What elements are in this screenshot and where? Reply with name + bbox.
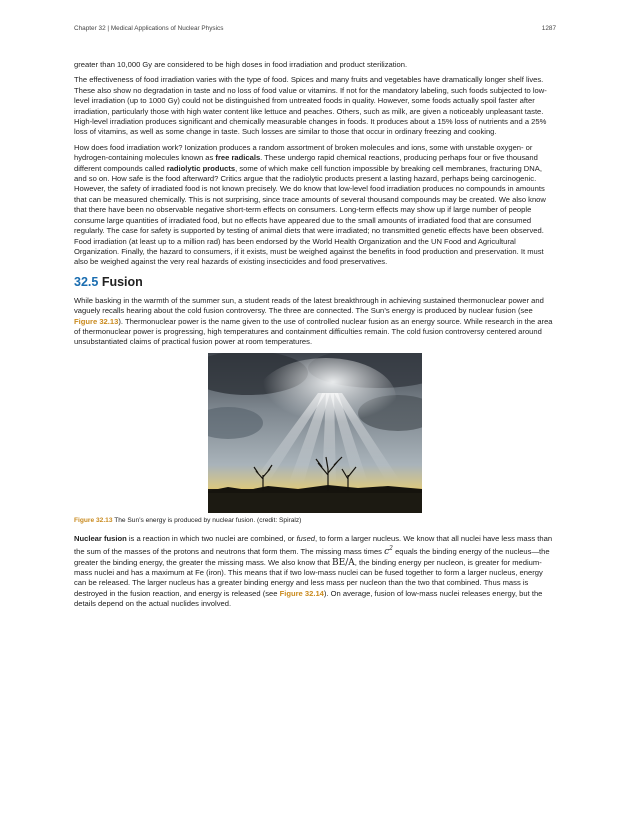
term-fused: fused: [296, 533, 316, 543]
page-header: [74, 25, 556, 37]
sun-rays-photo: [208, 353, 422, 513]
section-heading: [74, 275, 556, 290]
figure-link[interactable]: Figure 32.13: [74, 316, 119, 326]
paragraph-nuclear-fusion: Nuclear fusion is a reaction in which two nuclei are combined, or fused, to form a larger nucleus. We know that all nuclei have less mass than the sum of the masses of the protons and neutrons that form them. The missing mass times $c^2$ equals the binding energy of the nucleus—the greater the binding energy, the greater the missing mass. We also know that BE/A, the binding energy per nucleon, is greater for medium-mass nuclei and has a maximum at Fe (iron). This means that if two low-mass nuclei can be fused together to form a larger nucleus, energy can be released. The larger nucleus has a greater binding energy and less mass per nucleon than the two that combined. Thus mass is destroyed in the fusion reaction, and energy is released (see Figure 32.14). On average, fusion of low-mass nuclei releases energy, but the details depend on the actual nuclides involved.: [74, 533, 553, 609]
term-nuclear-fusion: Nuclear fusion: [74, 533, 127, 543]
page-number: 1287: [541, 25, 556, 32]
paragraph-fusion-intro: While basking in the warmth of the summer sun, a student reads of the latest breakthrough in achieving sustained thermonuclear power and vaguely recalls hearing about the cold fusion controversy. The three are connected. The Sun’s energy is produced by nuclear fusion (see Figure 32.13). Thermonuclear power is the name given to the use of controlled nuclear fusion as an energy source. While research in the area of thermonuclear power is progressing, high temperatures and containment difficulties remain. The cold fusion controversy centered around unsubstantiated claims of practical fusion power at room temperatures.: [74, 295, 553, 347]
section-title: Fusion: [101, 274, 143, 289]
figure-caption: Figure 32.13 The Sun’s energy is produced by nuclear fusion. (credit: Spiralz): [74, 516, 302, 524]
term-free-radicals: free radicals: [215, 153, 261, 163]
page-content: [74, 60, 556, 615]
paragraph-how-it-works: How does food irradiation work? Ionization produces a random assortment of broken molecules and ions, some with unstable oxygen- or hydrogen-containing molecules known as free radicals. These undergo rapid chemical reactions, producing perhaps four or five thousand different compounds called radiolytic products, some of which make cell function impossible by breaking cell membranes, fracturing DNA, and so on. How safe is the food afterward? Critics argue that the radiolytic products present a lasting hazard, perhaps being carcinogenic. However, the safety of irradiated food is not known precisely. We do know that low-level food irradiation produces no compounds in amounts that can be measured chemically. This is not surprising, since trace amounts of several thousand compounds may be created. We also know that there have been no observable negative short-term effects on consumers. Long-term effects may show up if large number of people consume large quantities of irradiated food, but no effects have appeared due to the small amounts of irradiated food that are consumed regularly. The case for safety is supported by testing of animal diets that were irradiated; no transmitted genetic effects have been observed. Food irradiation (at least up to a million rad) has been endorsed by the World Health Organization and the UN Food and Agricultural Organization. Finally, the hazard to consumers, if it exists, must be weighed against the benefits in food production and preservation. It must also be weighed against the very real hazards of existing insecticides and food preservatives.: [74, 142, 546, 267]
math-be-per-a: BE/A: [332, 557, 355, 568]
section-number: 32.5: [74, 274, 99, 289]
figure-image: [208, 353, 422, 513]
term-radiolytic-products: radiolytic products: [166, 163, 236, 173]
paragraph-intro: greater than 10,000 Gy are considered to be high doses in food irradiation and product sterilization.: [74, 60, 408, 69]
paragraph-effectiveness: The effectiveness of food irradiation varies with the type of food. Spices and many fruits and vegetables have dramatically longer shelf lives. These also show no degradation in taste and no loss of food value or vitamins. If not for the mandatory labeling, such foods subjected to low-level irradiation (up to 1000 Gy) could not be distinguished from untreated foods in quality. However, some foods actually spoil faster after irradiation, particularly those with high water content like lettuce and peaches. Others, such as milk, are given a noticeably unpleasant taste. High-level irradiation produces significant and chemically measurable changes in foods. It produces about a 15% loss of nutrients and a 25% loss of vitamins, as well as some change in taste. Such losses are similar to those that occur in ordinary freezing and cooking.: [74, 75, 547, 137]
figure-link[interactable]: Figure 32.14: [279, 588, 324, 598]
figure-label: Figure 32.13: [74, 516, 113, 524]
math-c-squared: $c^2$: [384, 545, 393, 558]
chapter-title: Chapter 32 | Medical Applications of Nuclear Physics: [74, 25, 224, 32]
